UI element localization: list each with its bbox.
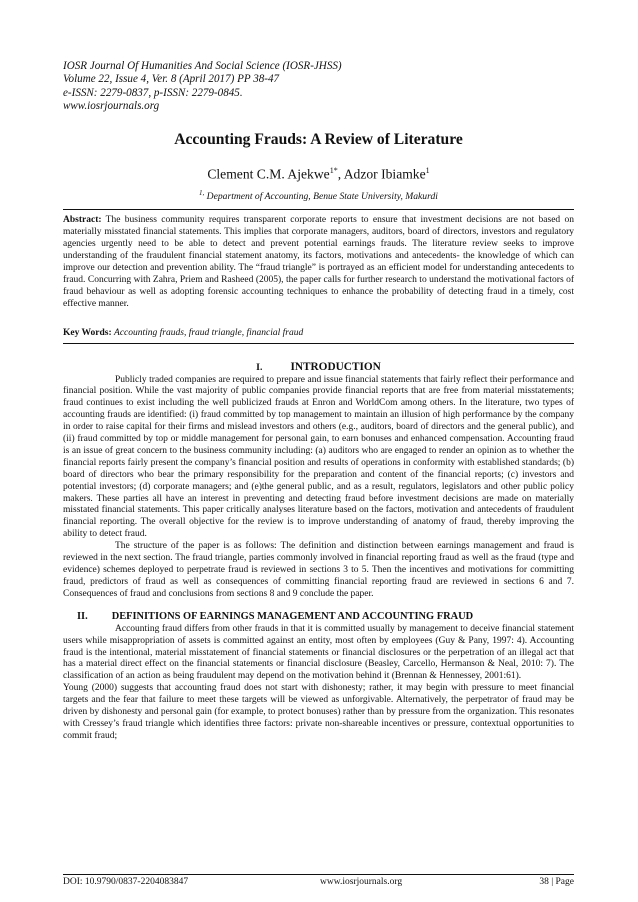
journal-name: IOSR Journal Of Humanities And Social Science (IOSR-JHSS) <box>63 60 342 72</box>
section-1-heading <box>63 360 574 375</box>
journal-volume: Volume 22, Issue 4, Ver. 8 (April 2017) PP 38-47 <box>63 73 280 86</box>
footer-doi[interactable]: DOI: 10.9790/0837-2204083847 <box>63 877 189 887</box>
keywords-text: Accounting frauds, fraud triangle, financial fraud <box>114 327 304 338</box>
section-2-body <box>63 624 574 743</box>
journal-header <box>63 60 574 114</box>
abstract <box>63 215 574 310</box>
footer-page-number: 38 | Page <box>539 877 574 887</box>
keywords <box>63 328 574 340</box>
abstract-top-rule <box>63 209 574 210</box>
footer-rule <box>63 874 574 875</box>
author-separator: , <box>337 166 344 182</box>
section-1-paragraph-1: Publicly traded companies are required to prepare and issue financial statements that fairly reflect their performance and financial position. While the vast majority of public companies provide financial reports that are free from material misstatements; fraud continues to exist including the well publicized frauds at Enron and WorldCom among others. In the literature, two types of accounting frauds are identified: (i) fraud committed by top management to maintain an illusion of high performance by the company in order to raise capital for their firms and mislead investors and others (e.g., auditors, board of directors and the general public), and (ii) fraud committed by top or middle management for personal gain, to earn bonuses and enhanced compensation. Accounting fraud is an issue of great concern to the business community including: (a) auditors who are engaged to render an opinion as to whether the financial reports fairly present the company’s financial position and results of operations in conformity with established standards; (b) board of directors who bear the primary responsibility for the preparation and content of the financial reports; (c) investors and potential investors; (d) corporate managers; and (e)the general public, and as a result, regulators, legislators and other public policy makers. These parties all have an interest in preventing and detecting fraud before investment decisions are made on materially misstated financial statements. This paper critically analyses literature based on the factors, motivation and antecedents of fraudulent financial reporting. The overall objective for the review is to improve understanding of anatomy of fraud, thereby improving the ability to detect fraud. <box>63 374 574 540</box>
section-1-title: INTRODUCTION <box>290 360 381 373</box>
abstract-text: The business community requires transparent corporate reports to ensure that investment decisions are not based on materially misstated financial statements. This implies that corporate managers, auditors, board of directors, investors and regulatory agencies urgently need to be able to detect and prevent potential earnings frauds. The literature review seeks to improve understanding of the fraudulent financial statement anatomy, its factors, motivations and antecedents- the knowledge of which can improve our detection and prevention ability. The “fraud triangle” is portrayed as an efficient model for understanding antecedents to fraud. Concurring with Zahra, Priem and Rasheed (2005), the paper calls for further research to understand the motivational factors of fraud behaviour as well as adopting forensic accounting techniques to enhance the probability of detecting fraud in a timely, cost effective manner. <box>63 215 574 309</box>
section-2-paragraph-2: Young (2000) suggests that accounting fraud does not start with dishonesty; rather, it may begin with pressure to meet financial targets and the fear that failure to meet these targets will be viewed as unforgivable. Alternatively, the perpetrator of fraud may be driven by dishonesty and personal gain (for example, to protect bonuses) rather than by pressure from the organization. This resonates with Cressey’s fraud triangle which identifies three factors: private non-shareable incentives or pressure, contextual opportunities to commit fraud; <box>63 683 574 741</box>
keywords-bottom-rule <box>63 343 574 344</box>
author-line <box>63 163 574 183</box>
article-page <box>63 60 574 743</box>
footer-website[interactable]: www.iosrjournals.org <box>320 877 403 887</box>
section-2-heading <box>63 610 574 624</box>
section-2-number: II. <box>77 610 88 622</box>
affiliation <box>63 187 574 203</box>
abstract-label: Abstract: <box>63 215 102 226</box>
journal-website[interactable]: www.iosrjournals.org <box>63 100 160 113</box>
journal-issn: e-ISSN: 2279-0837, p-ISSN: 2279-0845. <box>63 86 243 99</box>
author-1-name: Clement C.M. Ajekwe <box>207 166 330 182</box>
section-2-paragraph-1: Accounting fraud differs from other frauds in that it is committed usually by management to deceive financial statement users while misappropriation of assets is committed against an entity, most often by employees (Guy & Pany, 1997: 4). Accounting fraud is the intentional, material misstatement of financial statements or financial disclosures or the perpetration of an illegal act that has a material direct effect on the financial statements or financial disclosure (Beasley, Carcello, Hermanson & Neal, 2010: 7). The classification of an action as being fraudulent may depend on the motivation behind it (Brennan & Hennessey, 2001:61). <box>63 623 574 682</box>
keywords-label: Key Words: <box>63 327 112 338</box>
affiliation-text: Department of Accounting, Benue State University, Makurdi <box>204 191 438 203</box>
section-2-title: DEFINITIONS OF EARNINGS MANAGEMENT AND ACCOUNTING FRAUD <box>111 610 474 622</box>
author-2-marker: 1 <box>425 165 430 175</box>
article-title: Accounting Frauds: A Review of Literature <box>174 130 463 148</box>
affiliation-marker: 1, <box>199 189 205 198</box>
section-1-body <box>63 375 574 601</box>
author-2-name: Adzor Ibiamke <box>343 166 426 182</box>
author-1-marker: 1* <box>329 165 338 175</box>
section-1-paragraph-2: The structure of the paper is as follows: The definition and distinction between earnings management and fraud is reviewed in the next section. The fraud triangle, parties commonly involved in financial reporting fraud as well as the fraud (type and evidence) schemes deployed to perpetrate fraud is reviewed in sections 3 to 5. Then the incentives and motivations for committing fraud, predictors of fraud as well as consequences of committing financial reporting fraud are reviewed in sections 6 and 7. Consequences of fraud and conclusions from sections 8 and 9 conclude the paper. <box>63 541 574 599</box>
section-1-number: I. <box>256 361 263 373</box>
